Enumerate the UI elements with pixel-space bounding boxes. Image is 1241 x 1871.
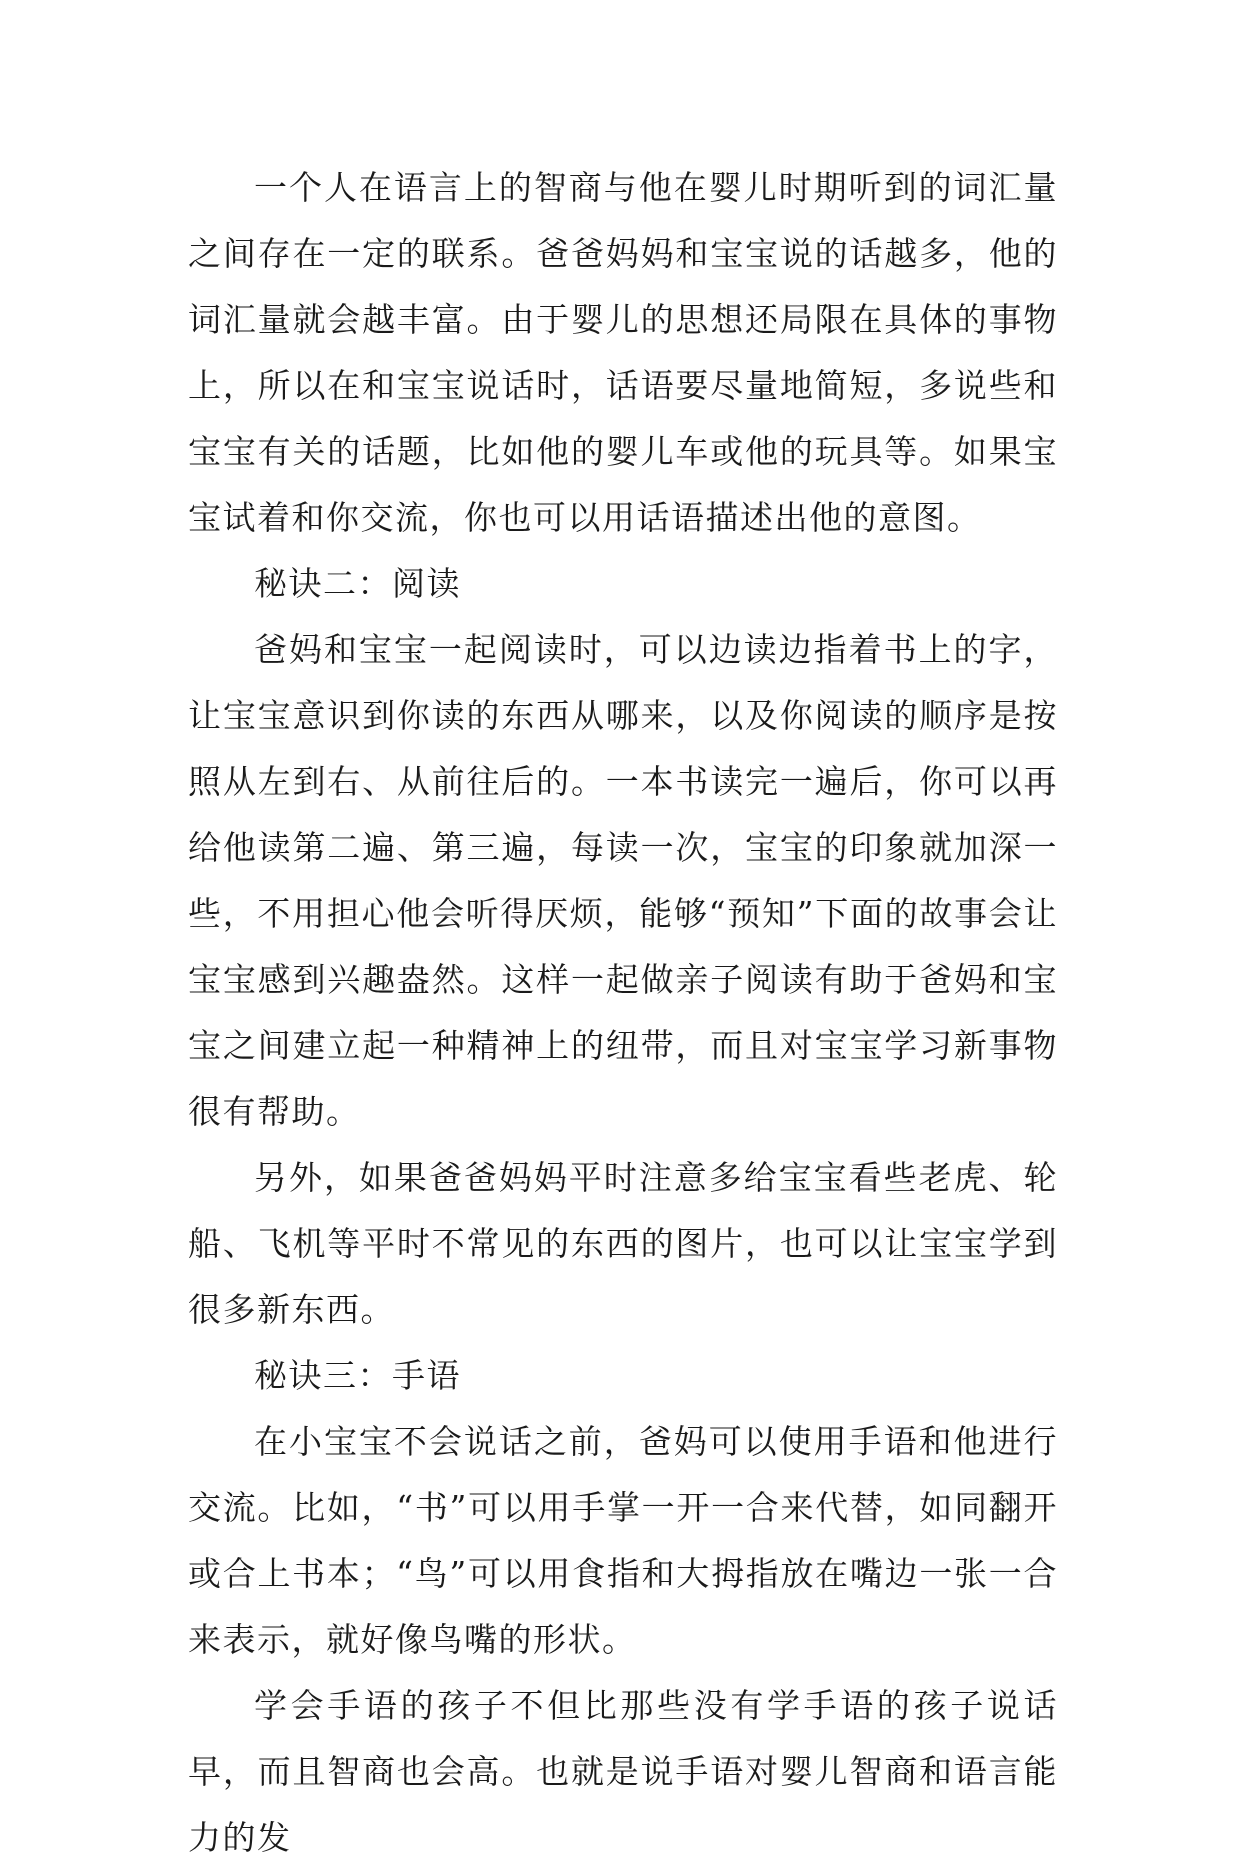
- paragraph-pictures: 另外，如果爸爸妈妈平时注意多给宝宝看些老虎、轮船、飞机等平时不常见的东西的图片，也可以让宝宝学到很多新东西。: [188, 1158, 1058, 1329]
- paragraph-vocabulary: 一个人在语言上的智商与他在婴儿时期听到的词汇量之间存在一定的联系。爸爸妈妈和宝宝说的话越多，他的词汇量就会越丰富。由于婴儿的思想还局限在具体的事物上，所以在和宝宝说话时，话语要尽量地简短，多说些和宝宝有关的话题，比如他的婴儿车或他的玩具等。如果宝宝试着和你交流，你也可以用话语描述出他的意图。: [188, 168, 1058, 537]
- paragraph-sign-examples: 在小宝宝不会说话之前，爸妈可以使用手语和他进行交流。比如，“书”可以用手掌一开一合来代替，如同翻开或合上书本；“鸟”可以用食指和大拇指放在嘴边一张一合来表示，就好像鸟嘴的形状。: [188, 1422, 1058, 1659]
- heading-secret-three-sign-language: 秘诀三：手语: [254, 1356, 461, 1395]
- body-text: [188, 155, 1058, 1871]
- paragraph-sign-benefits: 学会手语的孩子不但比那些没有学手语的孩子说话早，而且智商也会高。也就是说手语对婴儿智商和语言能力的发: [188, 1686, 1058, 1857]
- paragraph-reading: 爸妈和宝宝一起阅读时，可以边读边指着书上的字，让宝宝意识到你读的东西从哪来，以及你阅读的顺序是按照从左到右、从前往后的。一本书读完一遍后，你可以再给他读第二遍、第三遍，每读一次，宝宝的印象就加深一些，不用担心他会听得厌烦，能够“预知”下面的故事会让宝宝感到兴趣盎然。这样一起做亲子阅读有助于爸妈和宝宝之间建立起一种精神上的纽带，而且对宝宝学习新事物很有帮助。: [188, 630, 1058, 1131]
- heading-secret-two-reading: 秘诀二：阅读: [254, 564, 461, 603]
